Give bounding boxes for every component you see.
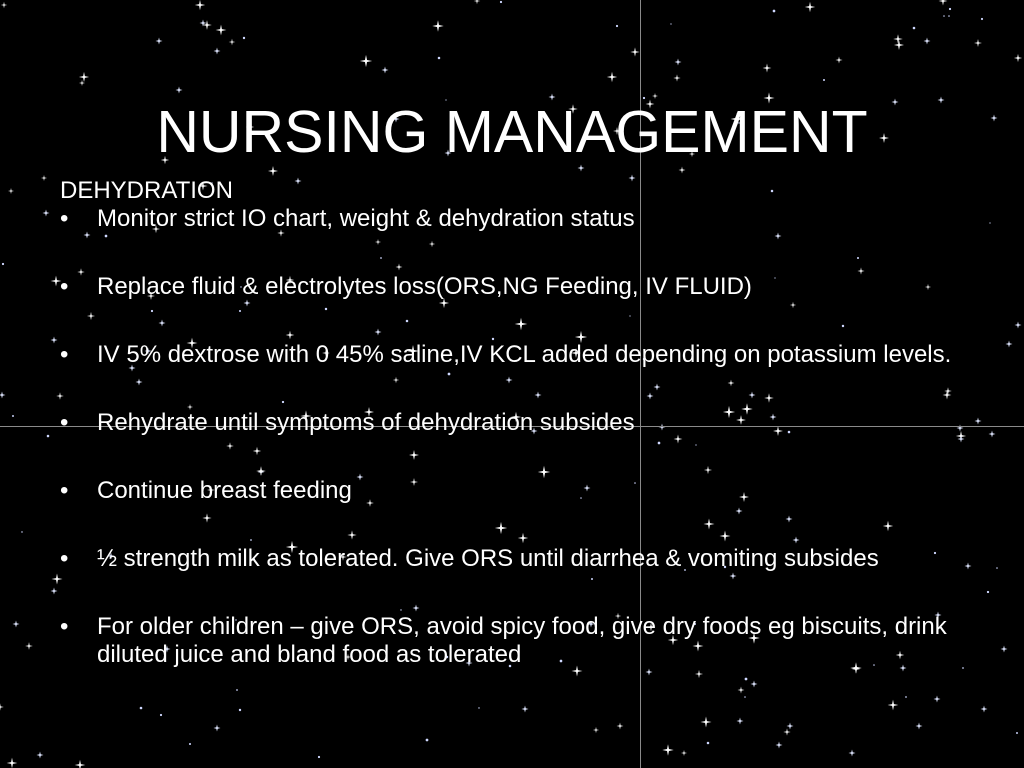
star-icon [75,760,86,768]
star-icon [913,27,916,30]
star-icon [934,696,941,703]
star-icon [616,25,618,27]
star-icon [965,563,972,570]
star-icon [382,67,389,74]
star-icon [805,2,815,12]
star-icon [916,723,923,730]
star-icon [156,38,163,45]
star-icon [773,10,776,13]
star-icon [849,750,856,757]
star-icon [989,222,990,223]
star-icon [893,34,903,44]
bullet-item [60,205,960,233]
star-icon [500,1,502,3]
star-icon [996,567,998,569]
star-icon [189,743,191,745]
star-icon [51,337,58,344]
star-icon [783,728,790,735]
star-icon [763,64,772,73]
star-icon [202,20,212,30]
star-icon [673,74,680,81]
bullet-icon: • [60,409,69,436]
bullet-item [60,341,960,369]
star-icon [140,707,143,710]
star-icon [2,263,4,265]
star-icon [646,669,653,676]
star-icon [974,39,982,47]
star-icon [905,696,907,698]
star-icon [432,20,443,31]
star-icon [229,39,236,46]
star-icon [8,188,14,194]
star-icon [593,727,599,733]
star-icon [41,175,47,181]
star-icon [239,709,241,711]
bullet-text: Monitor strict IO chart, weight & dehydration status [97,205,635,232]
star-icon [1006,341,1013,348]
star-icon [695,670,703,678]
star-icon [426,739,429,742]
bullet-icon: • [60,273,69,300]
bullet-text: Continue breast feeding [97,477,352,504]
star-icon [522,706,529,713]
bullet-text: IV 5% dextrose with 0 45% saline,IV KCL added depending on potassium levels. [97,341,952,368]
star-icon [243,37,245,39]
star-icon [474,0,481,4]
star-icon [0,703,4,711]
star-icon [681,750,687,756]
star-icon [700,716,711,727]
star-icon [360,55,372,67]
star-icon [981,706,988,713]
star-icon [787,723,794,730]
star-icon [47,435,50,438]
star-icon [43,210,50,217]
star-icon [1001,646,1008,653]
star-icon [438,57,441,60]
star-icon [948,15,950,17]
star-icon [51,588,58,595]
bullet-item [60,409,960,437]
star-icon [737,718,744,725]
bullet-text: For older children – give ORS, avoid spicy food, give dry foods eg biscuits, drink diluted juice and bland food as tolerated [97,613,947,668]
bullet-icon: • [60,545,69,572]
star-icon [949,8,951,10]
bullet-item [60,545,960,573]
star-icon [13,621,20,628]
star-icon [268,166,278,176]
star-icon [751,681,758,688]
star-icon [835,56,842,63]
star-icon [1016,732,1018,734]
star-icon [962,667,964,669]
star-icon [79,72,89,82]
bullet-text: Rehydrate until symptoms of dehydration subsides [97,409,635,436]
bullet-icon: • [60,205,69,232]
star-icon [975,418,982,425]
star-icon [679,167,686,174]
star-icon [981,18,983,20]
star-icon [0,392,6,399]
star-icon [478,707,479,708]
star-icon [216,25,227,36]
bullet-text: Replace fluid & electrolytes loss(ORS,NG Feeding, IV FLUID) [97,273,752,300]
star-icon [236,689,238,691]
star-icon [37,752,44,759]
star-icon [617,723,624,730]
star-icon [195,0,205,10]
bullet-item [60,477,960,505]
star-icon [745,678,748,681]
star-icon [21,531,22,532]
star-icon [939,0,948,5]
bullet-icon: • [60,477,69,504]
bullet-icon: • [60,613,69,640]
star-icon [7,758,18,768]
slide-title: NURSING MANAGEMENT [156,99,868,165]
star-icon [776,742,783,749]
star-icon [630,47,639,56]
star-icon [675,59,682,66]
star-icon [987,591,989,593]
bullet-text: ½ strength milk as tolerated. Give ORS until diarrhea & vomiting subsides [97,545,879,572]
star-icon [662,744,673,755]
star-icon [318,756,320,758]
star-icon [25,642,33,650]
star-icon [1,2,8,9]
star-icon [888,700,899,711]
section-heading: DEHYDRATION [60,177,233,204]
star-icon [823,79,825,81]
bullet-list [60,205,960,669]
star-icon [1015,322,1022,329]
star-icon [670,23,671,24]
star-icon [12,415,14,417]
bullet-item [60,613,960,669]
star-icon [744,696,746,698]
star-icon [738,687,745,694]
star-icon [214,48,221,55]
star-icon [943,15,945,17]
star-icon [607,72,617,82]
star-icon [1014,54,1022,62]
slide-body [60,177,960,669]
star-icon [924,38,931,45]
star-icon [894,40,904,50]
star-icon [214,725,221,732]
star-icon [707,742,710,745]
star-icon [989,431,996,438]
star-icon [176,87,183,94]
star-icon [160,714,162,716]
bullet-icon: • [60,341,69,368]
bullet-item [60,273,960,301]
